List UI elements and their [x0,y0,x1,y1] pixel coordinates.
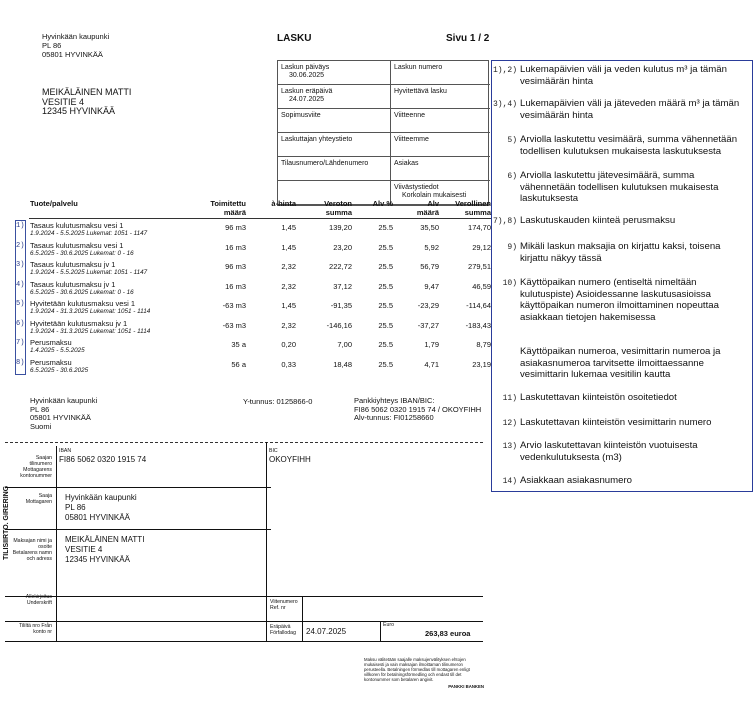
legend-item [502,277,750,323]
info-cell [278,133,391,157]
info-cell [278,157,391,181]
line-description: Perusmaksu [30,357,72,367]
footer-alv: Alv-tunnus: FI01258660 [354,413,434,422]
footer-name: Hyvinkään kaupunki [30,396,98,405]
legend-item [507,170,750,205]
giro-label-payer: Maksajan nimi ja osoite Betalarens namn och adress [12,538,52,562]
col-product: Tuote/palvelu [30,199,78,208]
line-price: 1,45 [281,242,296,252]
giro-rule [5,641,483,642]
line-price: 2,32 [281,320,296,330]
line-description: Tasaus kulutusmaksu jv 1 [30,279,116,289]
giro-fine-print-text: Maksu välitetään saajalle maksujenvälityksen ehtojen mukaisesti ja vain maksajan ilmoittaman tilinumeron perusteella. Betalningen förmedlas till mottagaren enligt villkoren för betalningsförmedling och endast till det kontonummer som betalaren angivit. [364,657,470,682]
table-row [29,280,492,300]
legend-text: Käyttöpaikan numero (entiseltä nimeltään kulutuspiste) Asioidessanne laskutusasioissa käyttöpaikan numeron ilmoittaminen nopeuttaa asiakkaan tietojen hakemisessa [520,277,719,323]
line-vat-amt: -23,29 [417,301,439,310]
line-vat: 25.5 [378,262,393,271]
col-net-line1: Veroton [324,199,352,208]
legend-text: Lukemapäivien väli ja veden kulutus m³ ja tämän vesimäärän hinta [520,64,727,87]
info-cell [278,85,391,109]
giro-rule [266,596,483,597]
line-description: Tasaus kulutusmaksu vesi 1 [30,221,124,230]
legend-text: Mikäli laskun maksajia on kirjattu kaksi, toisena kirjattu näkyy tässä [520,241,721,264]
line-period: 1.4.2025 - 5.5.2025 [30,347,85,354]
line-period: 1.9.2024 - 5.5.2025 Lukemat: 1051 - 1147 [30,269,148,276]
invoice-lines [29,221,492,377]
giro-label-signature: Allekirjoitus Underskrift [25,594,52,606]
legend-text: Laskutuskauden kiinteä perusmaksu [520,215,676,226]
line-qty: 16 m3 [225,281,246,291]
info-label: Viivästystiedot [394,184,439,191]
line-qty: -63 m3 [222,320,246,330]
col-delivered-line2: määrä [223,208,246,217]
info-cell [391,109,490,133]
col-delivered [200,199,246,217]
line-vat-amt: 9,47 [424,281,439,291]
line-vat-amt: 35,50 [420,223,439,232]
line-price: 2,32 [281,262,296,271]
recipient-name: MEIKÄLÄINEN MATTI [42,87,132,97]
giro-label-from-account: Tililtä nro Från konto nr [19,623,52,635]
giro-recipient-box: PL 86 [65,503,86,512]
col-delivered-line1: Toimitettu [210,199,246,208]
line-description: Tasaus kulutusmaksu vesi 1 [30,240,124,250]
giro-amount: 263,83 euroa [425,629,471,638]
footer-city: 05801 HYVINKÄÄ [30,413,91,422]
line-period: 6.5.2025 - 30.6.2025 [30,366,89,374]
sender-box: PL 86 [42,41,62,50]
giro-euro-label: Euro [383,622,394,628]
footer-country: Suomi [30,421,52,431]
giro-payer-city: 12345 HYVINKÄÄ [65,555,130,564]
legend-number: 10) [502,279,517,288]
line-vat-amt: 1,79 [424,340,439,349]
line-qty: 35 a [231,340,246,349]
legend-text: Laskutettavan kiinteistön osoitetiedot [520,392,677,403]
footer-address [30,397,97,431]
info-cell [278,61,391,85]
recipient-city: 12345 HYVINKÄÄ [42,106,116,116]
legend-item [492,64,750,87]
legend-item [502,475,750,487]
line-description: Perusmaksu [30,338,72,347]
legend-number: 3),4) [492,100,517,109]
footer-bank-label: Pankkiyhteys IBAN/BIC: [354,396,435,405]
line-period: 1.9.2024 - 31.3.2025 Lukemat: 1051 - 1114 [30,308,151,315]
info-cell [391,61,490,85]
row-marker: 2) [16,241,25,250]
info-value: 24.07.2025 [289,96,325,104]
giro-rule [380,621,381,641]
giro-label-recipient: Saaja Mottagaren [25,493,52,505]
line-net: 23,20 [333,242,352,252]
table-row [29,358,492,378]
legend-item [507,134,750,157]
legend-item [502,440,750,463]
giro-iban-label: IBAN [59,448,72,454]
giro-rule [302,596,303,642]
giro-rule [266,442,267,642]
legend-text: Arviolla laskutettu jätevesimäärä, summa vähennetään todellisen kulutuksen mukaisesta laskutuksesta [520,170,719,205]
legend-text: Laskutettavan kiinteistön vesimittarin numero [520,417,712,428]
footer-ytunnus: Y-tunnus: 0125866-0 [243,397,313,406]
legend-item [492,98,750,121]
header-divider [29,218,492,219]
info-label: Viitteenne [394,112,426,119]
legend-item [507,241,750,264]
table-row [29,260,492,280]
line-gross: -114,64 [466,301,491,310]
giro-rule [5,621,483,622]
col-net [312,199,352,217]
line-qty: 56 a [231,359,246,369]
row-marker: 3) [16,261,25,269]
giro-payer-name: MEIKÄLÄINEN MATTI [65,535,145,544]
giro-due-date: 24.07.2025 [306,627,347,636]
legend-item [502,417,750,429]
line-gross: 174,70 [468,223,491,232]
giro-recipient-name: Hyvinkään kaupunki [65,493,137,502]
legend-item [502,392,750,404]
info-value: 30.06.2025 [289,72,325,80]
line-period: 1.9.2024 - 31.3.2025 Lukemat: 1051 - 1114 [30,327,151,335]
line-vat: 25.5 [378,301,393,310]
info-cell [391,157,490,181]
col-unit-price: à-hinta [271,199,296,208]
line-vat: 25.5 [378,359,393,369]
legend-number: 14) [502,477,517,486]
line-vat: 25.5 [378,242,393,252]
line-net: 7,00 [337,340,352,349]
document-title: LASKU [277,33,312,44]
legend-number: 6) [507,172,517,181]
line-net: 139,20 [329,223,352,232]
line-gross: 279,51 [468,262,491,271]
giro-rule [5,487,271,488]
invoice-info-grid [277,60,489,206]
legend-number: 12) [502,419,517,428]
legend-text: Arvio laskutettavan kiinteistön vuotuisesta vedenkulutuksesta (m3) [520,440,698,463]
giro-rule [5,529,271,530]
recipient-street: VESITIE 4 [42,96,85,107]
giro-bic: OKOYFIHH [269,455,311,464]
line-price: 0,33 [281,359,296,369]
line-vat: 25.5 [378,223,393,232]
line-gross: 8,79 [476,340,491,349]
info-cell [278,109,391,133]
line-qty: -63 m3 [222,301,246,310]
giro-label-due: Eräpäivä Förfallodag [270,624,296,636]
col-net-line2: summa [325,208,352,217]
footer-bank-account: FI86 5062 0320 1915 74 / OKOYFIHH [354,404,482,414]
line-qty: 96 m3 [225,223,246,232]
col-gross-line2: summa [464,208,491,217]
info-cell [391,133,490,157]
table-row [29,319,492,339]
row-marker: 5) [16,300,25,308]
info-label: Laskun numero [394,64,443,71]
legend-item [520,346,750,381]
line-period: 1.9.2024 - 5.5.2025 Lukemat: 1051 - 1147 [30,230,148,237]
footer-bank [354,397,481,423]
info-cell [391,85,490,109]
giro-bic-label: BIC [269,448,278,454]
col-vat-line1: Alv [427,199,439,208]
line-qty: 16 m3 [225,242,246,252]
table-row [29,338,492,358]
line-gross: 46,59 [472,281,491,291]
legend-number: 1),2) [492,66,517,75]
line-vat-amt: 4,71 [424,359,439,369]
line-qty: 96 m3 [225,262,246,271]
row-marker: 8) [16,358,25,367]
legend-text: Käyttöpaikan numeroa, vesimittarin numeroa ja asiakasnumeroa tarvitsette ilmoittaessanne vesimittarin lukemaa vesitilin kautta [520,346,721,381]
line-vat: 25.5 [378,320,393,330]
info-label: Sopimusviite [281,112,321,119]
line-price: 0,20 [281,340,296,349]
line-description: Tasaus kulutusmaksu jv 1 [30,260,116,269]
line-net: 222,72 [329,262,352,271]
line-price: 1,45 [281,223,296,232]
info-label: Hyvitettävä lasku [394,88,447,95]
legend-number: 13) [502,442,517,451]
giro-rule [56,446,57,642]
col-vat-line2: määrä [416,208,439,217]
col-gross [446,199,491,217]
row-marker: 6) [16,319,25,328]
legend-number: 11) [502,394,517,403]
col-vat-amount [405,199,439,217]
line-description: Hyvitetään kulutusmaksu jv 1 [30,318,128,328]
legend-item [492,215,750,227]
info-label: Viitteemme [394,136,429,143]
info-label: Laskun päiväys [281,64,330,71]
info-label: Asiakas [394,160,419,167]
line-vat: 25.5 [378,340,393,349]
giro-label-recipient-account: Saajan tilinumero Mottagarens kontonummer [20,455,52,479]
legend-text: Lukemapäivien väli ja jäteveden määrä m³ ja tämän vesimäärän hinta [520,98,740,121]
line-net: 18,48 [333,359,352,369]
line-vat: 25.5 [378,281,393,291]
line-gross: -183,43 [465,320,491,330]
line-description: Hyvitetään kulutusmaksu vesi 1 [30,299,136,308]
giro-payer-street: VESITIE 4 [65,545,103,554]
line-gross: 29,12 [472,242,491,252]
legend-number: 9) [507,243,517,252]
line-vat-amt: 56,79 [420,262,439,271]
table-row [29,241,492,261]
line-net: -91,35 [330,301,352,310]
page-number: Sivu 1 / 2 [446,33,490,44]
legend-number: 5) [507,136,517,145]
line-vat-amt: 5,92 [424,242,439,252]
row-marker: 7) [16,339,25,347]
line-price: 2,32 [281,281,296,291]
sender-city: 05801 HYVINKÄÄ [42,50,103,59]
line-gross: 23,19 [472,359,491,369]
line-period: 6.5.2025 - 30.6.2025 Lukemat: 0 - 16 [30,249,134,257]
line-net: 37,12 [333,281,352,291]
recipient-address [42,88,131,117]
legend-text: Arviolla laskutettu vesimäärä, summa vähennetään todellisen kulutuksen mukaisesta laskutuksesta [520,134,738,157]
info-label: Laskun eräpäivä [281,88,333,95]
info-label: Laskuttajan yhteystieto [281,136,353,143]
giro-bank-label: PANKKI BANKEN [448,684,484,689]
col-vat-pct: Alv % [372,199,393,208]
giro-recipient-city: 05801 HYVINKÄÄ [65,513,130,522]
line-vat-amt: -37,27 [417,320,439,330]
legend-text: Asiakkaan asiakasnumero [520,475,632,486]
sender-address [42,32,109,59]
info-label: Tilausnumero/Lähdenumero [281,160,369,167]
footer-box: PL 86 [30,404,50,414]
giro-label-reference: Viitenumero Ref. nr [270,599,298,611]
giro-iban: FI86 5062 0320 1915 74 [59,455,147,464]
table-row [29,221,492,241]
giro-fine-print [364,657,484,689]
line-period: 6.5.2025 - 30.6.2025 Lukemat: 0 - 16 [30,288,134,296]
row-marker: 1) [16,222,25,230]
line-price: 1,45 [281,301,296,310]
legend-number: 7),8) [492,217,517,226]
giro-vertical-label: TILISIIRTO. GIRERING [3,485,10,560]
col-gross-line1: Verollinen [455,199,491,208]
table-row [29,299,492,319]
line-net: -146,16 [326,320,352,330]
sender-name: Hyvinkään kaupunki [42,32,110,41]
row-marker: 4) [16,280,25,289]
info-value: Korkolain mukaisesti [402,192,467,200]
